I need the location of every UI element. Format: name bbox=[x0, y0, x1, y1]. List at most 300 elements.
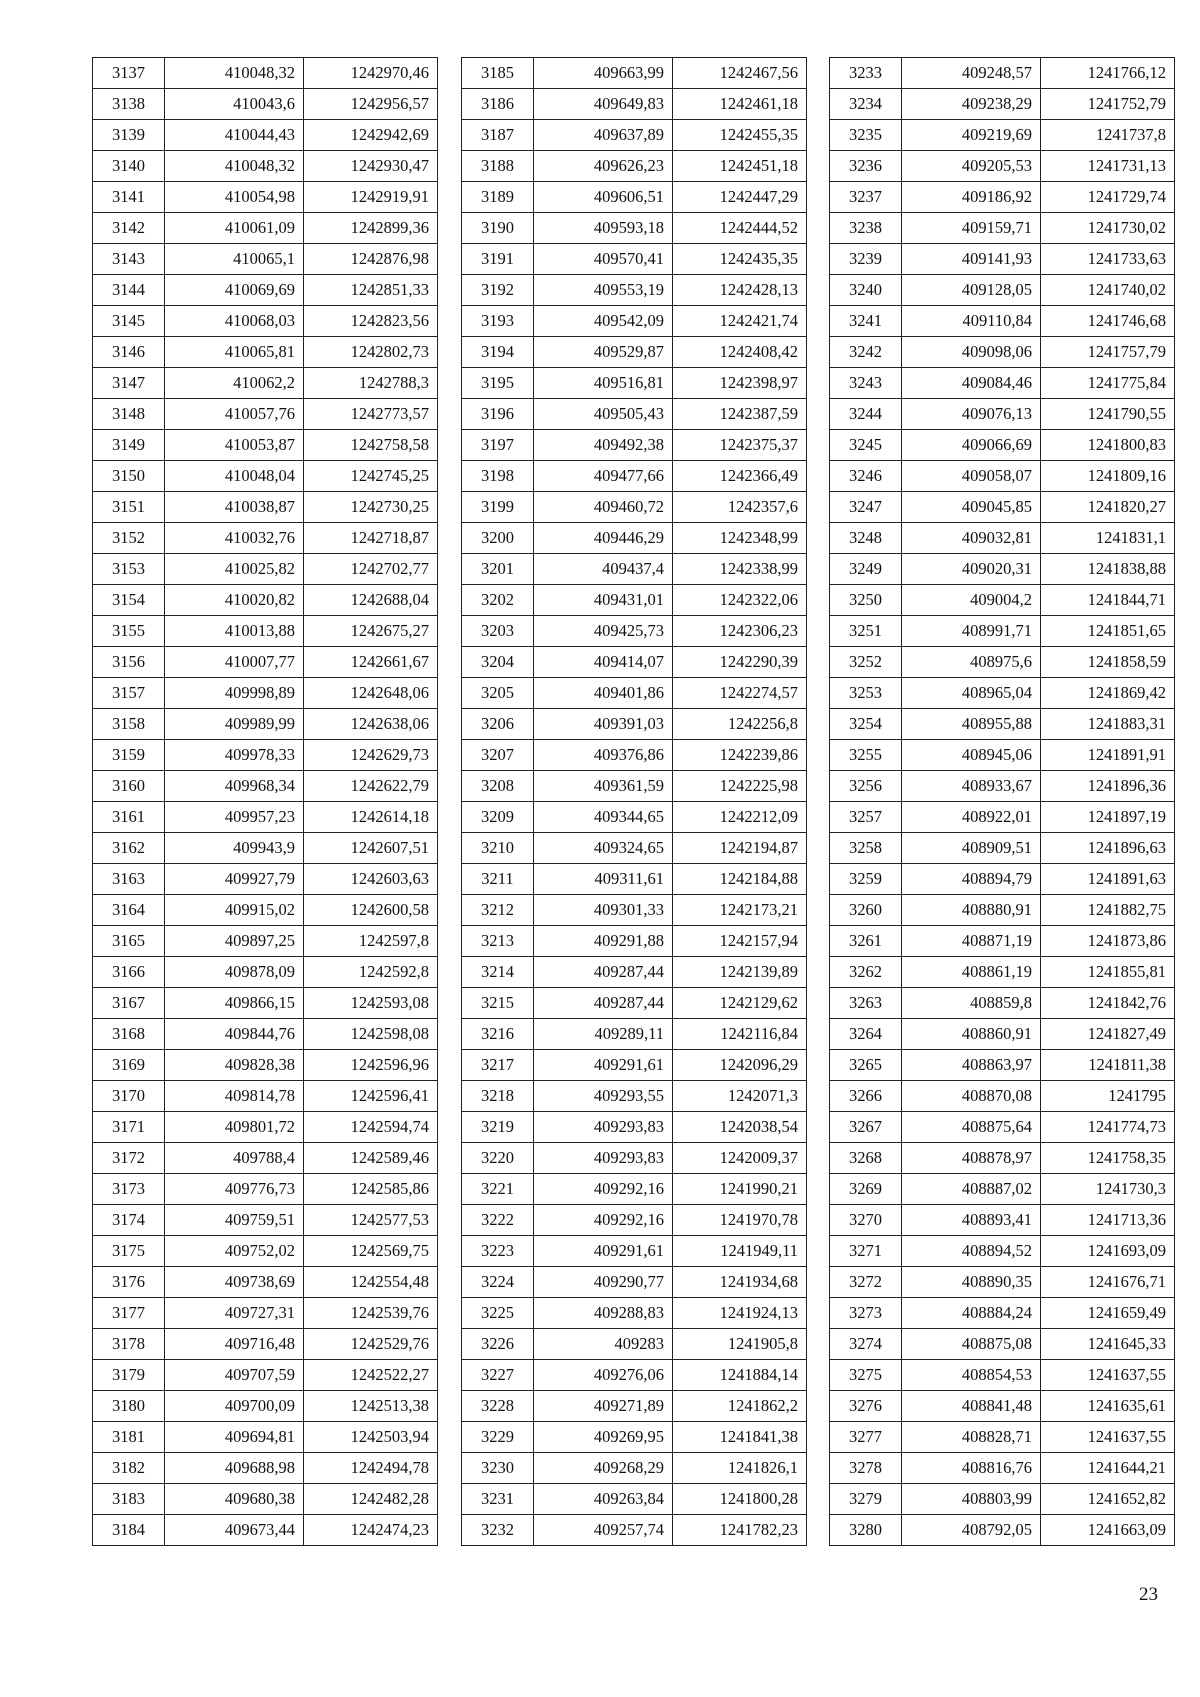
table-row bbox=[93, 1484, 438, 1515]
x-coordinate-cell: 409401,86 bbox=[534, 678, 673, 709]
y-coordinate-cell: 1242375,37 bbox=[673, 430, 807, 461]
x-coordinate-cell: 408894,79 bbox=[902, 864, 1041, 895]
y-coordinate-cell: 1241842,76 bbox=[1041, 988, 1175, 1019]
point-number-cell: 3155 bbox=[93, 616, 165, 647]
y-coordinate-cell: 1241644,21 bbox=[1041, 1453, 1175, 1484]
y-coordinate-cell: 1242474,23 bbox=[304, 1515, 438, 1546]
table-row bbox=[93, 399, 438, 430]
point-number-cell: 3158 bbox=[93, 709, 165, 740]
x-coordinate-cell: 409788,4 bbox=[165, 1143, 304, 1174]
x-coordinate-cell: 409553,19 bbox=[534, 275, 673, 306]
y-coordinate-cell: 1241800,83 bbox=[1041, 430, 1175, 461]
table-row bbox=[830, 1329, 1175, 1360]
table-row bbox=[830, 151, 1175, 182]
y-coordinate-cell: 1241652,82 bbox=[1041, 1484, 1175, 1515]
x-coordinate-cell: 409673,44 bbox=[165, 1515, 304, 1546]
table-row bbox=[462, 523, 807, 554]
point-number-cell: 3260 bbox=[830, 895, 902, 926]
table-row bbox=[830, 709, 1175, 740]
y-coordinate-cell: 1241730,3 bbox=[1041, 1174, 1175, 1205]
x-coordinate-cell: 408871,19 bbox=[902, 926, 1041, 957]
x-coordinate-cell: 409437,4 bbox=[534, 554, 673, 585]
y-coordinate-cell: 1241862,2 bbox=[673, 1391, 807, 1422]
x-coordinate-cell: 408861,19 bbox=[902, 957, 1041, 988]
x-coordinate-cell: 408965,04 bbox=[902, 678, 1041, 709]
point-number-cell: 3156 bbox=[93, 647, 165, 678]
x-coordinate-cell: 410065,1 bbox=[165, 244, 304, 275]
point-number-cell: 3248 bbox=[830, 523, 902, 554]
point-number-cell: 3243 bbox=[830, 368, 902, 399]
y-coordinate-cell: 1242823,56 bbox=[304, 306, 438, 337]
x-coordinate-cell: 410048,04 bbox=[165, 461, 304, 492]
y-coordinate-cell: 1242513,38 bbox=[304, 1391, 438, 1422]
y-coordinate-cell: 1242569,75 bbox=[304, 1236, 438, 1267]
x-coordinate-cell: 408816,76 bbox=[902, 1453, 1041, 1484]
x-coordinate-cell: 409287,44 bbox=[534, 988, 673, 1019]
point-number-cell: 3148 bbox=[93, 399, 165, 430]
y-coordinate-cell: 1242184,88 bbox=[673, 864, 807, 895]
point-number-cell: 3272 bbox=[830, 1267, 902, 1298]
y-coordinate-cell: 1241713,36 bbox=[1041, 1205, 1175, 1236]
table-row bbox=[830, 833, 1175, 864]
table-row bbox=[462, 616, 807, 647]
table-row bbox=[462, 1422, 807, 1453]
table-row bbox=[462, 895, 807, 926]
table-row bbox=[462, 802, 807, 833]
y-coordinate-cell: 1242157,94 bbox=[673, 926, 807, 957]
x-coordinate-cell: 409376,86 bbox=[534, 740, 673, 771]
y-coordinate-cell: 1242116,84 bbox=[673, 1019, 807, 1050]
point-number-cell: 3267 bbox=[830, 1112, 902, 1143]
table-row bbox=[93, 647, 438, 678]
y-coordinate-cell: 1242428,13 bbox=[673, 275, 807, 306]
y-coordinate-cell: 1242802,73 bbox=[304, 337, 438, 368]
table-row bbox=[830, 399, 1175, 430]
table-row bbox=[93, 337, 438, 368]
x-coordinate-cell: 409814,78 bbox=[165, 1081, 304, 1112]
table-row bbox=[462, 399, 807, 430]
table-row bbox=[93, 1515, 438, 1546]
point-number-cell: 3246 bbox=[830, 461, 902, 492]
table-row bbox=[462, 554, 807, 585]
x-coordinate-cell: 409606,51 bbox=[534, 182, 673, 213]
point-number-cell: 3223 bbox=[462, 1236, 534, 1267]
page-number: 23 bbox=[1139, 1584, 1158, 1605]
table-row bbox=[830, 1143, 1175, 1174]
table-row bbox=[830, 1267, 1175, 1298]
table-row bbox=[462, 1484, 807, 1515]
table-row bbox=[93, 1143, 438, 1174]
x-coordinate-cell: 409293,83 bbox=[534, 1143, 673, 1174]
x-coordinate-cell: 409032,81 bbox=[902, 523, 1041, 554]
y-coordinate-cell: 1242592,8 bbox=[304, 957, 438, 988]
y-coordinate-cell: 1241740,02 bbox=[1041, 275, 1175, 306]
table-row bbox=[462, 492, 807, 523]
table-row bbox=[93, 1391, 438, 1422]
table-row bbox=[462, 1360, 807, 1391]
y-coordinate-cell: 1241841,38 bbox=[673, 1422, 807, 1453]
x-coordinate-cell: 409291,61 bbox=[534, 1236, 673, 1267]
x-coordinate-cell: 408841,48 bbox=[902, 1391, 1041, 1422]
x-coordinate-cell: 409291,88 bbox=[534, 926, 673, 957]
x-coordinate-cell: 409159,71 bbox=[902, 213, 1041, 244]
point-number-cell: 3238 bbox=[830, 213, 902, 244]
y-coordinate-cell: 1242071,3 bbox=[673, 1081, 807, 1112]
point-number-cell: 3166 bbox=[93, 957, 165, 988]
x-coordinate-cell: 409269,95 bbox=[534, 1422, 673, 1453]
y-coordinate-cell: 1241811,38 bbox=[1041, 1050, 1175, 1081]
point-number-cell: 3270 bbox=[830, 1205, 902, 1236]
x-coordinate-cell: 409828,38 bbox=[165, 1050, 304, 1081]
table-row bbox=[830, 1298, 1175, 1329]
y-coordinate-cell: 1242607,51 bbox=[304, 833, 438, 864]
table-row bbox=[830, 213, 1175, 244]
y-coordinate-cell: 1241737,8 bbox=[1041, 120, 1175, 151]
table-row bbox=[93, 213, 438, 244]
table-row bbox=[93, 771, 438, 802]
point-number-cell: 3164 bbox=[93, 895, 165, 926]
table-row bbox=[830, 585, 1175, 616]
point-number-cell: 3176 bbox=[93, 1267, 165, 1298]
table-row bbox=[93, 988, 438, 1019]
table-row bbox=[93, 1112, 438, 1143]
point-number-cell: 3201 bbox=[462, 554, 534, 585]
x-coordinate-cell: 409128,05 bbox=[902, 275, 1041, 306]
x-coordinate-cell: 409570,41 bbox=[534, 244, 673, 275]
point-number-cell: 3218 bbox=[462, 1081, 534, 1112]
x-coordinate-cell: 409738,69 bbox=[165, 1267, 304, 1298]
point-number-cell: 3234 bbox=[830, 89, 902, 120]
point-number-cell: 3213 bbox=[462, 926, 534, 957]
table-row bbox=[93, 368, 438, 399]
x-coordinate-cell: 408878,97 bbox=[902, 1143, 1041, 1174]
x-coordinate-cell: 409694,81 bbox=[165, 1422, 304, 1453]
table-row bbox=[93, 244, 438, 275]
table-row bbox=[462, 337, 807, 368]
table-row bbox=[462, 1267, 807, 1298]
point-number-cell: 3245 bbox=[830, 430, 902, 461]
point-number-cell: 3199 bbox=[462, 492, 534, 523]
point-number-cell: 3269 bbox=[830, 1174, 902, 1205]
table-row bbox=[93, 1267, 438, 1298]
y-coordinate-cell: 1242702,77 bbox=[304, 554, 438, 585]
y-coordinate-cell: 1241897,19 bbox=[1041, 802, 1175, 833]
point-number-cell: 3244 bbox=[830, 399, 902, 430]
point-number-cell: 3279 bbox=[830, 1484, 902, 1515]
point-number-cell: 3163 bbox=[93, 864, 165, 895]
x-coordinate-cell: 409098,06 bbox=[902, 337, 1041, 368]
y-coordinate-cell: 1242274,57 bbox=[673, 678, 807, 709]
x-coordinate-cell: 408991,71 bbox=[902, 616, 1041, 647]
x-coordinate-cell: 409776,73 bbox=[165, 1174, 304, 1205]
x-coordinate-cell: 409293,83 bbox=[534, 1112, 673, 1143]
table-row bbox=[462, 368, 807, 399]
table-row bbox=[93, 926, 438, 957]
x-coordinate-cell: 408945,06 bbox=[902, 740, 1041, 771]
y-coordinate-cell: 1241934,68 bbox=[673, 1267, 807, 1298]
table-row bbox=[462, 461, 807, 492]
point-number-cell: 3257 bbox=[830, 802, 902, 833]
table-row bbox=[462, 182, 807, 213]
x-coordinate-cell: 410013,88 bbox=[165, 616, 304, 647]
point-number-cell: 3249 bbox=[830, 554, 902, 585]
x-coordinate-cell: 410007,77 bbox=[165, 647, 304, 678]
point-number-cell: 3172 bbox=[93, 1143, 165, 1174]
table-row bbox=[830, 1050, 1175, 1081]
point-number-cell: 3228 bbox=[462, 1391, 534, 1422]
x-coordinate-cell: 410069,69 bbox=[165, 275, 304, 306]
table-row bbox=[830, 895, 1175, 926]
table-row bbox=[93, 1019, 438, 1050]
x-coordinate-cell: 409878,09 bbox=[165, 957, 304, 988]
table-row bbox=[93, 461, 438, 492]
point-number-cell: 3150 bbox=[93, 461, 165, 492]
y-coordinate-cell: 1242596,96 bbox=[304, 1050, 438, 1081]
x-coordinate-cell: 408860,91 bbox=[902, 1019, 1041, 1050]
y-coordinate-cell: 1242773,57 bbox=[304, 399, 438, 430]
y-coordinate-cell: 1241990,21 bbox=[673, 1174, 807, 1205]
y-coordinate-cell: 1242758,58 bbox=[304, 430, 438, 461]
table-row bbox=[93, 1174, 438, 1205]
x-coordinate-cell: 408859,8 bbox=[902, 988, 1041, 1019]
table-row bbox=[93, 1236, 438, 1267]
point-number-cell: 3167 bbox=[93, 988, 165, 1019]
x-coordinate-cell: 409989,99 bbox=[165, 709, 304, 740]
table-row bbox=[462, 213, 807, 244]
x-coordinate-cell: 410025,82 bbox=[165, 554, 304, 585]
point-number-cell: 3277 bbox=[830, 1422, 902, 1453]
x-coordinate-cell: 409293,55 bbox=[534, 1081, 673, 1112]
x-coordinate-cell: 409271,89 bbox=[534, 1391, 673, 1422]
y-coordinate-cell: 1242408,42 bbox=[673, 337, 807, 368]
point-number-cell: 3221 bbox=[462, 1174, 534, 1205]
point-number-cell: 3263 bbox=[830, 988, 902, 1019]
y-coordinate-cell: 1242225,98 bbox=[673, 771, 807, 802]
table-row bbox=[93, 1298, 438, 1329]
x-coordinate-cell: 409268,29 bbox=[534, 1453, 673, 1484]
table-row bbox=[462, 647, 807, 678]
y-coordinate-cell: 1242688,04 bbox=[304, 585, 438, 616]
point-number-cell: 3280 bbox=[830, 1515, 902, 1546]
table-row bbox=[462, 1143, 807, 1174]
table-row bbox=[93, 523, 438, 554]
y-coordinate-cell: 1242661,67 bbox=[304, 647, 438, 678]
x-coordinate-cell: 409283 bbox=[534, 1329, 673, 1360]
table-row bbox=[830, 1174, 1175, 1205]
y-coordinate-cell: 1242096,29 bbox=[673, 1050, 807, 1081]
y-coordinate-cell: 1241896,63 bbox=[1041, 833, 1175, 864]
point-number-cell: 3203 bbox=[462, 616, 534, 647]
table-row bbox=[830, 1236, 1175, 1267]
point-number-cell: 3220 bbox=[462, 1143, 534, 1174]
table-row bbox=[462, 1453, 807, 1484]
table-row bbox=[830, 647, 1175, 678]
table-row bbox=[830, 120, 1175, 151]
x-coordinate-cell: 408854,53 bbox=[902, 1360, 1041, 1391]
point-number-cell: 3208 bbox=[462, 771, 534, 802]
x-coordinate-cell: 409759,51 bbox=[165, 1205, 304, 1236]
point-number-cell: 3147 bbox=[93, 368, 165, 399]
x-coordinate-cell: 410043,6 bbox=[165, 89, 304, 120]
point-number-cell: 3235 bbox=[830, 120, 902, 151]
point-number-cell: 3241 bbox=[830, 306, 902, 337]
x-coordinate-cell: 409866,15 bbox=[165, 988, 304, 1019]
x-coordinate-cell: 410044,43 bbox=[165, 120, 304, 151]
point-number-cell: 3229 bbox=[462, 1422, 534, 1453]
y-coordinate-cell: 1242876,98 bbox=[304, 244, 438, 275]
y-coordinate-cell: 1242899,36 bbox=[304, 213, 438, 244]
table-row bbox=[93, 1453, 438, 1484]
point-number-cell: 3206 bbox=[462, 709, 534, 740]
table-row bbox=[830, 1391, 1175, 1422]
x-coordinate-cell: 409431,01 bbox=[534, 585, 673, 616]
y-coordinate-cell: 1241949,11 bbox=[673, 1236, 807, 1267]
point-number-cell: 3216 bbox=[462, 1019, 534, 1050]
y-coordinate-cell: 1242539,76 bbox=[304, 1298, 438, 1329]
x-coordinate-cell: 408890,35 bbox=[902, 1267, 1041, 1298]
point-number-cell: 3179 bbox=[93, 1360, 165, 1391]
table-row bbox=[93, 864, 438, 895]
x-coordinate-cell: 410032,76 bbox=[165, 523, 304, 554]
table-row bbox=[462, 244, 807, 275]
point-number-cell: 3215 bbox=[462, 988, 534, 1019]
table-row bbox=[462, 1019, 807, 1050]
point-number-cell: 3193 bbox=[462, 306, 534, 337]
x-coordinate-cell: 409263,84 bbox=[534, 1484, 673, 1515]
table-row bbox=[830, 523, 1175, 554]
point-number-cell: 3261 bbox=[830, 926, 902, 957]
x-coordinate-cell: 409593,18 bbox=[534, 213, 673, 244]
x-coordinate-cell: 408870,08 bbox=[902, 1081, 1041, 1112]
point-number-cell: 3217 bbox=[462, 1050, 534, 1081]
table-row bbox=[830, 337, 1175, 368]
table-row bbox=[93, 275, 438, 306]
x-coordinate-cell: 408922,01 bbox=[902, 802, 1041, 833]
table-row bbox=[462, 678, 807, 709]
x-coordinate-cell: 409186,92 bbox=[902, 182, 1041, 213]
table-row bbox=[93, 151, 438, 182]
y-coordinate-cell: 1242398,97 bbox=[673, 368, 807, 399]
y-coordinate-cell: 1242482,28 bbox=[304, 1484, 438, 1515]
y-coordinate-cell: 1242956,57 bbox=[304, 89, 438, 120]
point-number-cell: 3142 bbox=[93, 213, 165, 244]
point-number-cell: 3144 bbox=[93, 275, 165, 306]
coordinate-table-1 bbox=[92, 57, 438, 1546]
y-coordinate-cell: 1241790,55 bbox=[1041, 399, 1175, 430]
point-number-cell: 3233 bbox=[830, 58, 902, 89]
x-coordinate-cell: 410020,82 bbox=[165, 585, 304, 616]
y-coordinate-cell: 1241905,8 bbox=[673, 1329, 807, 1360]
point-number-cell: 3240 bbox=[830, 275, 902, 306]
table-row bbox=[830, 1360, 1175, 1391]
x-coordinate-cell: 409324,65 bbox=[534, 833, 673, 864]
point-number-cell: 3178 bbox=[93, 1329, 165, 1360]
point-number-cell: 3250 bbox=[830, 585, 902, 616]
y-coordinate-cell: 1241746,68 bbox=[1041, 306, 1175, 337]
table-row bbox=[93, 1360, 438, 1391]
point-number-cell: 3186 bbox=[462, 89, 534, 120]
x-coordinate-cell: 409425,73 bbox=[534, 616, 673, 647]
x-coordinate-cell: 409716,48 bbox=[165, 1329, 304, 1360]
y-coordinate-cell: 1242622,79 bbox=[304, 771, 438, 802]
x-coordinate-cell: 409637,89 bbox=[534, 120, 673, 151]
y-coordinate-cell: 1242730,25 bbox=[304, 492, 438, 523]
y-coordinate-cell: 1241775,84 bbox=[1041, 368, 1175, 399]
y-coordinate-cell: 1242338,99 bbox=[673, 554, 807, 585]
point-number-cell: 3268 bbox=[830, 1143, 902, 1174]
y-coordinate-cell: 1242648,06 bbox=[304, 678, 438, 709]
table-row bbox=[462, 58, 807, 89]
x-coordinate-cell: 408933,67 bbox=[902, 771, 1041, 802]
y-coordinate-cell: 1242009,37 bbox=[673, 1143, 807, 1174]
point-number-cell: 3143 bbox=[93, 244, 165, 275]
point-number-cell: 3138 bbox=[93, 89, 165, 120]
table-row bbox=[830, 988, 1175, 1019]
y-coordinate-cell: 1242387,59 bbox=[673, 399, 807, 430]
point-number-cell: 3237 bbox=[830, 182, 902, 213]
y-coordinate-cell: 1242038,54 bbox=[673, 1112, 807, 1143]
point-number-cell: 3181 bbox=[93, 1422, 165, 1453]
x-coordinate-cell: 409361,59 bbox=[534, 771, 673, 802]
table-row bbox=[462, 1298, 807, 1329]
point-number-cell: 3222 bbox=[462, 1205, 534, 1236]
x-coordinate-cell: 409707,59 bbox=[165, 1360, 304, 1391]
y-coordinate-cell: 1242447,29 bbox=[673, 182, 807, 213]
y-coordinate-cell: 1242129,62 bbox=[673, 988, 807, 1019]
point-number-cell: 3182 bbox=[93, 1453, 165, 1484]
table-row bbox=[93, 833, 438, 864]
table-row bbox=[830, 368, 1175, 399]
table-row bbox=[93, 182, 438, 213]
table-row bbox=[830, 1484, 1175, 1515]
x-coordinate-cell: 409045,85 bbox=[902, 492, 1041, 523]
point-number-cell: 3278 bbox=[830, 1453, 902, 1484]
x-coordinate-cell: 409516,81 bbox=[534, 368, 673, 399]
y-coordinate-cell: 1242919,91 bbox=[304, 182, 438, 213]
y-coordinate-cell: 1241809,16 bbox=[1041, 461, 1175, 492]
x-coordinate-cell: 409020,31 bbox=[902, 554, 1041, 585]
y-coordinate-cell: 1242461,18 bbox=[673, 89, 807, 120]
y-coordinate-cell: 1242629,73 bbox=[304, 740, 438, 771]
point-number-cell: 3165 bbox=[93, 926, 165, 957]
point-number-cell: 3180 bbox=[93, 1391, 165, 1422]
x-coordinate-cell: 409492,38 bbox=[534, 430, 673, 461]
y-coordinate-cell: 1241637,55 bbox=[1041, 1422, 1175, 1453]
table-row bbox=[93, 306, 438, 337]
x-coordinate-cell: 409311,61 bbox=[534, 864, 673, 895]
y-coordinate-cell: 1241820,27 bbox=[1041, 492, 1175, 523]
x-coordinate-cell: 409927,79 bbox=[165, 864, 304, 895]
y-coordinate-cell: 1242522,27 bbox=[304, 1360, 438, 1391]
x-coordinate-cell: 410054,98 bbox=[165, 182, 304, 213]
coordinate-table-3 bbox=[829, 57, 1175, 1546]
point-number-cell: 3190 bbox=[462, 213, 534, 244]
table-row bbox=[93, 1205, 438, 1236]
table-row bbox=[830, 492, 1175, 523]
x-coordinate-cell: 408880,91 bbox=[902, 895, 1041, 926]
point-number-cell: 3209 bbox=[462, 802, 534, 833]
y-coordinate-cell: 1241774,73 bbox=[1041, 1112, 1175, 1143]
point-number-cell: 3174 bbox=[93, 1205, 165, 1236]
x-coordinate-cell: 409727,31 bbox=[165, 1298, 304, 1329]
y-coordinate-cell: 1242239,86 bbox=[673, 740, 807, 771]
table-row bbox=[93, 120, 438, 151]
x-coordinate-cell: 409238,29 bbox=[902, 89, 1041, 120]
y-coordinate-cell: 1242290,39 bbox=[673, 647, 807, 678]
x-coordinate-cell: 409248,57 bbox=[902, 58, 1041, 89]
y-coordinate-cell: 1241693,09 bbox=[1041, 1236, 1175, 1267]
point-number-cell: 3162 bbox=[93, 833, 165, 864]
